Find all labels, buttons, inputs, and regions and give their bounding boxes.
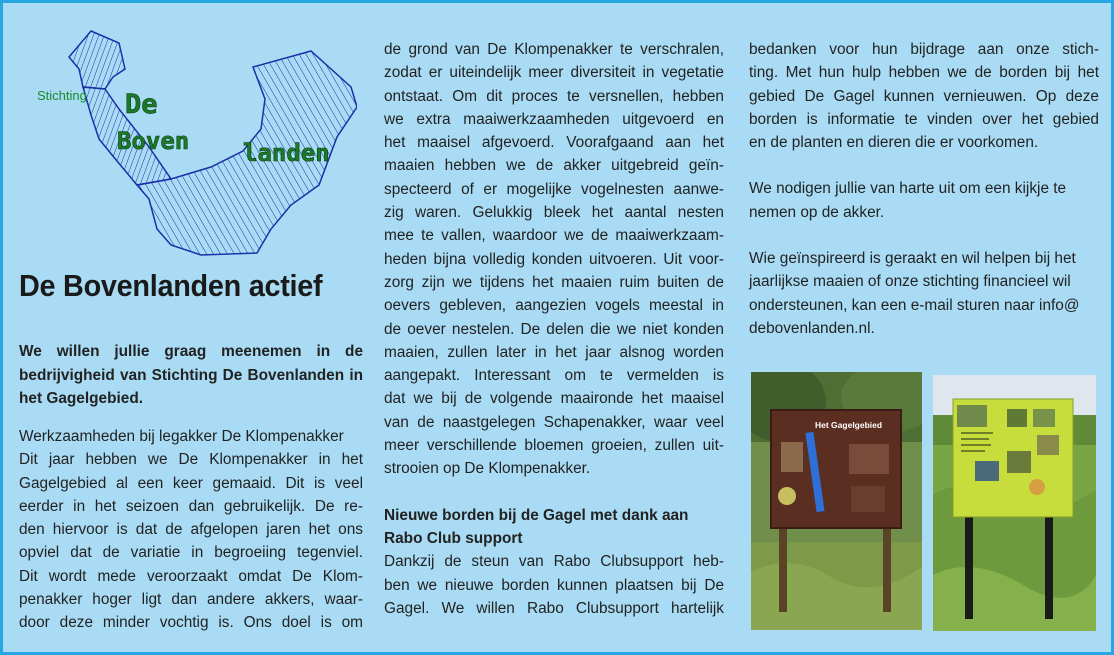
section1-line: eerder in het seizoen dan gebruikelijk. De re-: [19, 497, 363, 515]
col3-line: bedanken voor hun bijdrage aan onze stich-: [749, 41, 1099, 58]
col2-line: de grond van De Klompenakker te verschralen,: [384, 41, 724, 58]
section1-line: opviel dat de variatie in begroeiing tegenviel.: [19, 544, 363, 562]
col2-line: specteerd of er mogelijke vogelnesten aanwe-: [384, 180, 724, 198]
col2-line: maaien, zullen later in het jaar alsnog worden: [384, 343, 724, 361]
section2-line: Dankzij de steun van Rabo Clubsupport heb-: [384, 553, 724, 571]
col2-line: oevers gebleven, aangezien vogels meestal in: [384, 297, 724, 315]
logo-word-landen: landen: [243, 139, 330, 167]
section2-heading-line: Nieuwe borden bij de Gagel met dank aan: [384, 506, 689, 524]
col2-line: strooien op De Klompenakker.: [384, 460, 591, 478]
sign-title: Het Gagelgebied: [815, 420, 883, 430]
photo-brown-sign: [751, 372, 922, 630]
section1-line: Gagelgebied al een keer gemaaid. Dit is veel: [19, 474, 363, 492]
section1-line: Dit wordt mede veroorzaakt omdat De Klom-: [19, 567, 363, 585]
col2-line: we extra maaiwerkzaamheden uitgevoerd en: [384, 110, 724, 128]
col3-line: en de planten en dieren die er voorkomen.: [749, 134, 1039, 152]
col2-line: aangepakt. Interessant om te vermelden is: [384, 367, 724, 385]
col2-line: zodat er uiteindelijk meer diversiteit in vegetatie: [384, 64, 724, 82]
col2-line: meer verschillende bloemen groeien, zullen uit-: [384, 437, 724, 455]
col3-line: ondersteunen, kan een e-mail sturen naar info@: [749, 296, 1080, 314]
photo-green-sign: [933, 375, 1096, 631]
col2-line: het maaisel afgevoerd. Voorafgaand aan het: [384, 134, 724, 152]
col2-line: de oever nestelen. De delen die we niet konden: [384, 320, 724, 338]
section2-heading-line: Rabo Club support: [384, 529, 523, 547]
col3-line: debovenlanden.nl.: [749, 319, 875, 337]
col3-line: nemen op de akker.: [749, 203, 885, 221]
section2-line: Gagel. We willen Rabo Clubsupport hartelijk: [384, 599, 724, 617]
photo-green-sign-image: [933, 375, 1096, 631]
col3-line: ting. Met hun hulp hebben we de borden bij het: [749, 64, 1099, 82]
col2-line: van de naastgelegen Schapenakker, waar veel: [384, 413, 724, 431]
photo-brown-sign-image: [751, 372, 922, 630]
section1-text: [19, 425, 363, 635]
article-title: De Bovenlanden actief: [19, 268, 323, 303]
col2-line: dat we bij de volgende maaironde het maaisel: [384, 390, 724, 408]
section1-line: penakker hoger ligt dan andere akkers, waar-: [19, 591, 363, 609]
section1-line: Dit jaar hebben we De Klompenakker in het: [19, 451, 363, 469]
col3-line: We nodigen jullie van harte uit om een kijkje te: [749, 180, 1067, 198]
col2-line: zig waren. Gelukkig bleek het aantal nesten: [384, 204, 724, 222]
col2-line: ontstaat. Om dit proces te versnellen, hebben: [384, 87, 724, 105]
logo-word-de: De: [125, 89, 158, 120]
col3-line: Wie geïnspireerd is geraakt en wil helpen bij het: [749, 250, 1076, 268]
column-2: [384, 38, 724, 620]
col2-line: maaien hebben we de akker uitgebreid geïn-: [384, 157, 724, 175]
col3-line: borden is informatie te vinden over het gebied: [749, 110, 1099, 128]
logo-word-stichting: Stichting: [37, 88, 87, 103]
section1-line: Werkzaamheden bij legakker De Klompenakker: [19, 428, 344, 445]
section1-line: door deze minder vochtig is. Ons doel is om: [19, 614, 363, 632]
col2-line: mee te vallen, waardoor we de maaiwerkzaam-: [384, 227, 724, 245]
col3-line: jaarlijkse maaien of onze stichting financieel wil: [749, 273, 1071, 291]
col2-line: zorg zijn we tijdens het maaien ruim buiten de: [384, 273, 724, 291]
logo-word-boven: Boven: [117, 127, 190, 155]
map-region-north: [69, 31, 125, 89]
article-intro: We willen jullie graag meenemen in de bedrijvigheid van Stichting De Bovenlanden in het Gagelgebied.: [19, 343, 363, 407]
bovenlanden-logo: [21, 29, 357, 257]
section2-line: ben we nieuwe borden kunnen plaatsen bij De: [384, 576, 724, 594]
col2-line: heden bijna volledig konden uitvoeren. Uit voor-: [384, 250, 724, 268]
column-3: [749, 38, 1099, 340]
col3-line: gebied De Gagel kunnen vernieuwen. Op deze: [749, 87, 1099, 105]
section1-line: den hiervoor is dat de afgelopen jaren het ons: [19, 521, 363, 539]
